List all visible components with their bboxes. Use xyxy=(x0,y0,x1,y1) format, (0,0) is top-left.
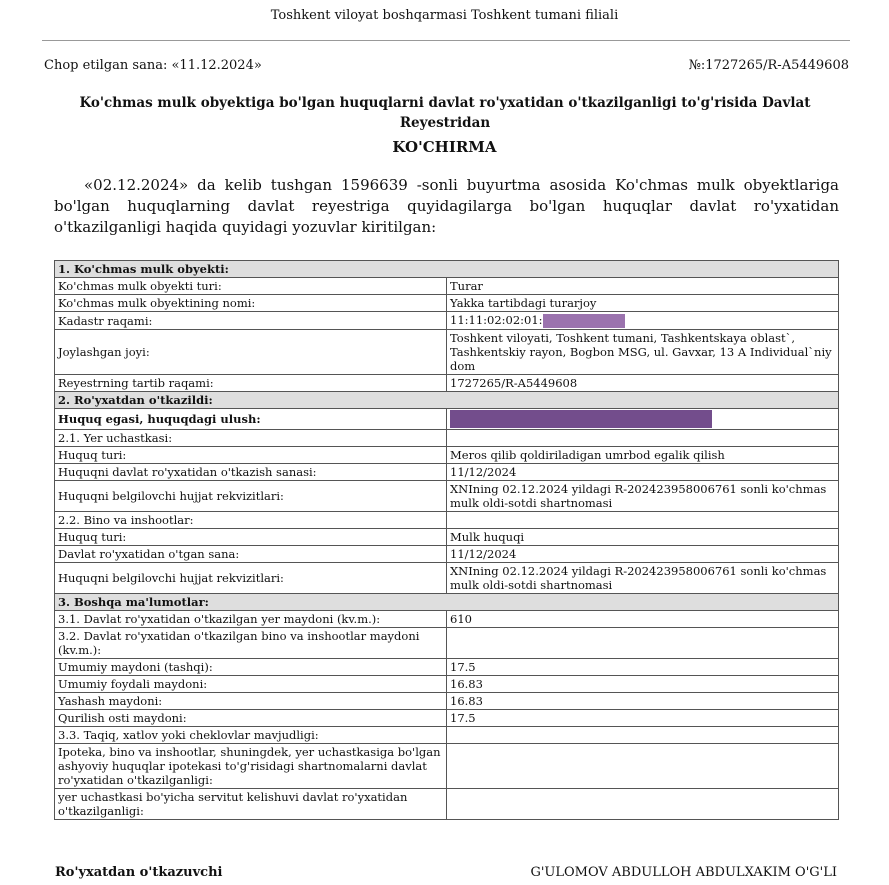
section-header xyxy=(55,594,839,611)
row-label: yer uchastkasi bo'yicha servitut kelishuvi davlat ro'yxatidan o'tkazilganligi: xyxy=(55,789,447,820)
row-label: 3.1. Davlat ro'yxatidan o'tkazilgan yer maydoni (kv.m.): xyxy=(55,611,447,628)
row-label: Reyestrning tartib raqami: xyxy=(55,375,447,392)
row-label: Yashash maydoni: xyxy=(55,693,447,710)
table-row xyxy=(55,676,839,693)
row-label: 2.1. Yer uchastkasi: xyxy=(55,430,447,447)
section-title: 1. Ko'chmas mulk obyekti: xyxy=(55,261,839,278)
table-row xyxy=(55,512,839,529)
registry-table xyxy=(54,260,839,820)
row-value xyxy=(447,409,839,430)
row-label: Davlat ro'yxatidan o'tgan sana: xyxy=(55,546,447,563)
section-title: 2. Ro'yxatdan o'tkazildi: xyxy=(55,392,839,409)
row-label: 2.2. Bino va inshootlar: xyxy=(55,512,447,529)
table-row xyxy=(55,447,839,464)
redaction-mark xyxy=(450,410,712,428)
table-row xyxy=(55,693,839,710)
row-value: 1727265/R-A5449608 xyxy=(447,375,839,392)
row-value: 17.5 xyxy=(447,710,839,727)
row-label: Huquqni davlat ro'yxatidan o'tkazish sanasi: xyxy=(55,464,447,481)
document-number: №:1727265/R-A5449608 xyxy=(688,58,849,73)
row-label: Huquq egasi, huquqdagi ulush: xyxy=(55,409,447,430)
row-value: 11/12/2024 xyxy=(447,546,839,563)
table-row xyxy=(55,464,839,481)
table-row xyxy=(55,659,839,676)
row-value: Toshkent viloyati, Toshkent tumani, Tashkentskaya oblast`, Tashkentskiy rayon, Bogbon MSG, ul. Gavxar, 13 A Individual`niy dom xyxy=(447,330,839,375)
row-value: Turar xyxy=(447,278,839,295)
row-label: Huquq turi: xyxy=(55,447,447,464)
section-title: 3. Boshqa ma'lumotlar: xyxy=(55,594,839,611)
table-row xyxy=(55,744,839,789)
table-row xyxy=(55,278,839,295)
printed-date: Chop etilgan sana: «11.12.2024» xyxy=(44,58,262,73)
row-label: Huquq turi: xyxy=(55,529,447,546)
table-row xyxy=(55,611,839,628)
row-label: Ko'chmas mulk obyektining nomi: xyxy=(55,295,447,312)
row-label: Umumiy maydoni (tashqi): xyxy=(55,659,447,676)
header-divider xyxy=(42,40,850,41)
table-row xyxy=(55,295,839,312)
table-row xyxy=(55,312,839,330)
table-row xyxy=(55,375,839,392)
row-label: Qurilish osti maydoni: xyxy=(55,710,447,727)
row-label: Ko'chmas mulk obyekti turi: xyxy=(55,278,447,295)
redaction-mark xyxy=(543,314,625,328)
cadastre-number: 11:11:02:02:01: xyxy=(450,313,543,327)
table-row xyxy=(55,481,839,512)
section-header xyxy=(55,392,839,409)
document-title: Ko'chmas mulk obyektiga bo'lgan huquqlarni davlat ro'yxatidan o'tkazilganligi to'g'risida Davlat Reyestridan xyxy=(79,95,811,131)
row-label: 3.2. Davlat ro'yxatidan o'tkazilgan bino va inshootlar maydoni (kv.m.): xyxy=(55,628,447,659)
table-row xyxy=(55,409,839,430)
registrar-label: Ro'yxatdan o'tkazuvchi xyxy=(55,865,223,880)
registrar-name: G'ULOMOV ABDULLOH ABDULXAKIM O'G'LI xyxy=(530,865,837,880)
row-value: Mulk huquqi xyxy=(447,529,839,546)
table-row xyxy=(55,430,839,447)
section-header xyxy=(55,261,839,278)
row-value: XNIning 02.12.2024 yildagi R-202423958006761 sonli ko'chmas mulk oldi-sotdi shartnomasi xyxy=(447,481,839,512)
row-value: 16.83 xyxy=(447,676,839,693)
row-value xyxy=(447,430,839,447)
table-row xyxy=(55,529,839,546)
organization-header: Toshkent viloyat boshqarmasi Toshkent tumani filiali xyxy=(270,8,619,23)
table-row xyxy=(55,727,839,744)
row-label: 3.3. Taqiq, xatlov yoki cheklovlar mavjudligi: xyxy=(55,727,447,744)
table-row xyxy=(55,330,839,375)
row-label: Huquqni belgilovchi hujjat rekvizitlari: xyxy=(55,563,447,594)
row-value: XNIning 02.12.2024 yildagi R-202423958006761 sonli ko'chmas mulk oldi-sotdi shartnomasi xyxy=(447,563,839,594)
row-value xyxy=(447,312,839,330)
row-value: 11/12/2024 xyxy=(447,464,839,481)
row-label: Kadastr raqami: xyxy=(55,312,447,330)
row-label: Ipoteka, bino va inshootlar, shuningdek, yer uchastkasiga bo'lgan ashyoviy huquqlar ipotekasi to'g'risidagi shartnomalarni davlat ro'yxatidan o'tkazilganligi: xyxy=(55,744,447,789)
row-value xyxy=(447,789,839,820)
table-row xyxy=(55,710,839,727)
row-value: 610 xyxy=(447,611,839,628)
row-value: Yakka tartibdagi turarjoy xyxy=(447,295,839,312)
table-row xyxy=(55,546,839,563)
document-subtitle: KO'CHIRMA xyxy=(392,138,497,156)
table-row xyxy=(55,563,839,594)
row-value: 16.83 xyxy=(447,693,839,710)
table-row xyxy=(55,789,839,820)
row-value: 17.5 xyxy=(447,659,839,676)
row-label: Joylashgan joyi: xyxy=(55,330,447,375)
row-value xyxy=(447,512,839,529)
table-row xyxy=(55,628,839,659)
row-label: Huquqni belgilovchi hujjat rekvizitlari: xyxy=(55,481,447,512)
row-value xyxy=(447,628,839,659)
intro-paragraph: «02.12.2024» da kelib tushgan 1596639 -sonli buyurtma asosida Ko'chmas mulk obyektlariga bo'lgan huquqlarning davlat reyestriga quyidagilarga bo'lgan huquqlar davlat ro'yxatidan o'tkazilganligi haqida quyidagi yozuvlar kiritilgan: xyxy=(54,176,839,236)
row-label: Umumiy foydali maydoni: xyxy=(55,676,447,693)
row-value xyxy=(447,744,839,789)
row-value xyxy=(447,727,839,744)
row-value: Meros qilib qoldiriladigan umrbod egalik qilish xyxy=(447,447,839,464)
